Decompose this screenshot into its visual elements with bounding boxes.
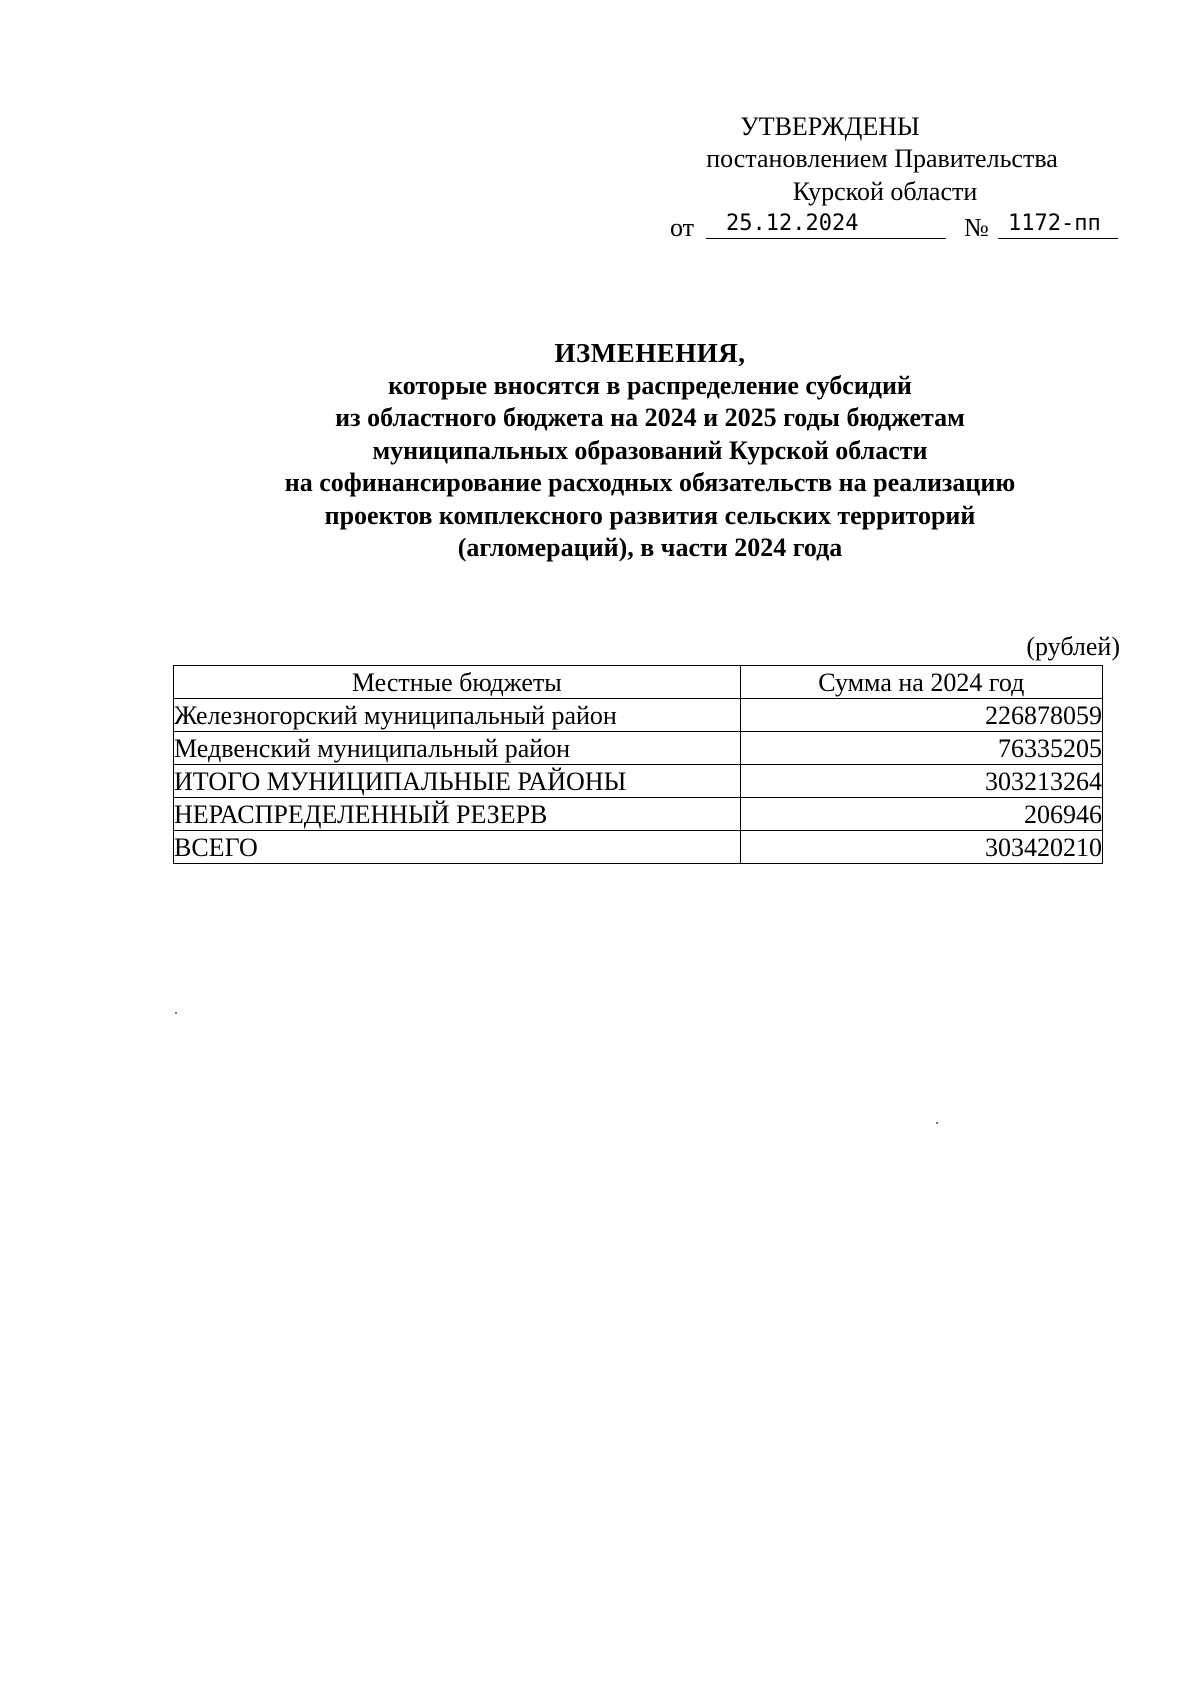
row-name: НЕРАСПРЕДЕЛЕННЫЙ РЕЗЕРВ — [174, 798, 741, 831]
column-header-sum: Сумма на 2024 год — [740, 666, 1102, 699]
table-row-total — [174, 831, 1103, 864]
table-row — [174, 765, 1103, 798]
table-header-row — [174, 666, 1103, 699]
row-name: ВСЕГО — [174, 831, 741, 864]
approval-region: Курской области — [792, 177, 978, 206]
from-label: от — [670, 213, 695, 242]
title-heading: ИЗМЕНЕНИЯ, — [554, 338, 746, 368]
title-line: из областного бюджета на 2024 и 2025 годы бюджетам — [335, 403, 965, 432]
budget-table — [173, 665, 1103, 864]
approval-title: УТВЕРЖДЕНЫ — [740, 112, 920, 141]
title-line: на софинансирование расходных обязательств на реализацию — [284, 468, 1016, 497]
row-sum: 206946 — [740, 798, 1102, 831]
table-row — [174, 699, 1103, 732]
number-sign: № — [964, 213, 989, 242]
row-sum: 303420210 — [740, 831, 1102, 864]
table-row — [174, 798, 1103, 831]
scan-speck — [936, 1122, 938, 1124]
table-row — [174, 732, 1103, 765]
approval-date: 25.12.2024 — [706, 207, 946, 239]
row-sum: 76335205 — [740, 732, 1102, 765]
document-title — [200, 337, 1100, 565]
scan-speck — [175, 1012, 177, 1014]
title-line: муниципальных образований Курской области — [372, 435, 928, 465]
approval-issuer: постановлением Правительства — [706, 144, 1058, 173]
units-label: (рублей) — [1026, 632, 1120, 661]
row-sum: 303213264 — [740, 765, 1102, 798]
approval-number: 1172-пп — [998, 207, 1118, 239]
approval-date-number-line — [670, 207, 1110, 245]
row-name: Железногорский муниципальный район — [174, 699, 741, 732]
row-name: ИТОГО МУНИЦИПАЛЬНЫЕ РАЙОНЫ — [174, 765, 741, 798]
title-line: (агломераций), в части 2024 года — [457, 533, 843, 562]
title-line: которые вносятся в распределение субсидий — [388, 370, 912, 400]
row-sum: 226878059 — [740, 699, 1102, 732]
title-line: проектов комплексного развития сельских территорий — [324, 500, 976, 530]
column-header-budgets: Местные бюджеты — [174, 666, 741, 699]
row-name: Медвенский муниципальный район — [174, 732, 741, 765]
